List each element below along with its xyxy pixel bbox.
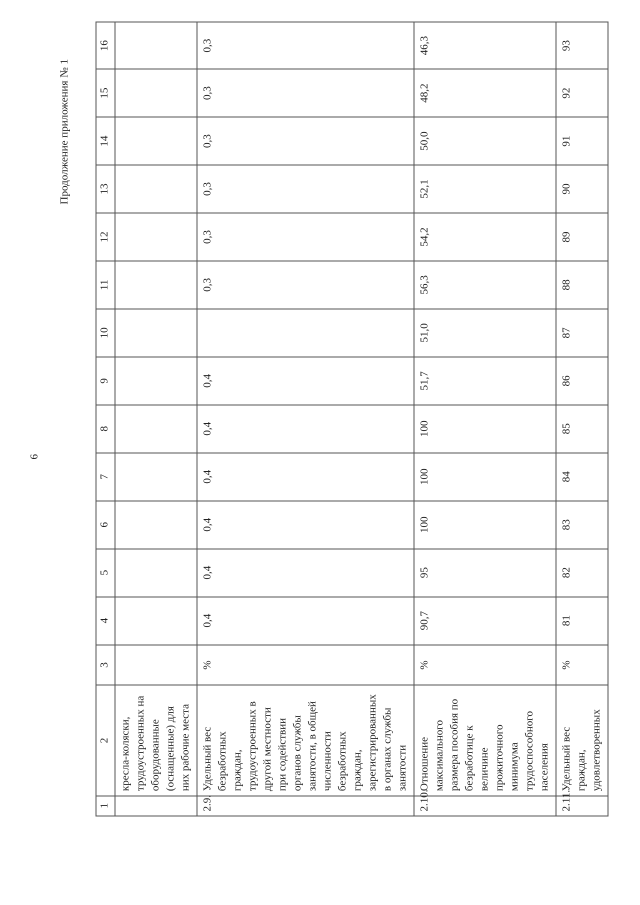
value-cell — [115, 501, 197, 549]
value-cell — [115, 357, 197, 405]
value-cell: 82 — [556, 549, 608, 597]
row-number: 2.10. — [414, 796, 556, 816]
value-cell: 89 — [556, 213, 608, 261]
value-cell: 0,3 — [197, 213, 414, 261]
row-number — [115, 796, 197, 816]
value-cell: 81 — [556, 597, 608, 645]
header-cell: 3 — [96, 645, 115, 686]
header-cell: 7 — [96, 453, 115, 501]
table-header-row — [96, 22, 115, 816]
table-row — [115, 22, 197, 816]
indicator-name: Отношение максимального размера пособия по безработице к величине прожиточного минимума трудоспособного населения — [414, 685, 556, 795]
value-cell — [115, 309, 197, 357]
unit-cell — [115, 645, 197, 686]
value-cell: 0,3 — [197, 117, 414, 165]
indicator-name: кресла-коляски, трудоустроенных на оборудованные (оснащенные) для них рабочие места — [115, 685, 197, 795]
value-cell: 0,3 — [197, 69, 414, 117]
value-cell: 54,2 — [414, 213, 556, 261]
value-cell: 100 — [414, 405, 556, 453]
value-cell: 52,1 — [414, 165, 556, 213]
value-cell — [115, 549, 197, 597]
header-cell: 10 — [96, 309, 115, 357]
value-cell — [197, 309, 414, 357]
unit-cell: % — [414, 645, 556, 686]
unit-cell: % — [197, 645, 414, 686]
value-cell — [115, 405, 197, 453]
value-cell: 0,4 — [197, 453, 414, 501]
header-cell: 4 — [96, 597, 115, 645]
value-cell: 0,3 — [197, 22, 414, 69]
table-row — [414, 22, 556, 816]
indicator-name: Удельный вес граждан, удовлетворенных — [556, 685, 608, 795]
header-cell: 8 — [96, 405, 115, 453]
value-cell — [115, 69, 197, 117]
value-cell: 56,3 — [414, 261, 556, 309]
indicator-name: Удельный вес безработных граждан, трудоустроенных в другой местности при содействии органов службы занятости, в общей численности безработных граждан, зарегистрированных в органах службы занятости — [197, 685, 414, 795]
value-cell — [115, 261, 197, 309]
value-cell: 0,4 — [197, 405, 414, 453]
table-row — [556, 22, 608, 816]
header-cell: 2 — [96, 685, 115, 795]
value-cell: 48,2 — [414, 69, 556, 117]
value-cell — [115, 117, 197, 165]
value-cell: 83 — [556, 501, 608, 549]
value-cell: 100 — [414, 453, 556, 501]
value-cell: 90 — [556, 165, 608, 213]
table-row — [197, 22, 414, 816]
header-cell: 13 — [96, 165, 115, 213]
value-cell: 90,7 — [414, 597, 556, 645]
value-cell: 0,4 — [197, 597, 414, 645]
value-cell: 84 — [556, 453, 608, 501]
value-cell — [115, 453, 197, 501]
value-cell: 85 — [556, 405, 608, 453]
header-cell: 12 — [96, 213, 115, 261]
header-cell: 9 — [96, 357, 115, 405]
row-number: 2.11. — [556, 796, 608, 816]
header-cell: 14 — [96, 117, 115, 165]
value-cell: 92 — [556, 69, 608, 117]
header-cell: 6 — [96, 501, 115, 549]
value-cell: 50,0 — [414, 117, 556, 165]
value-cell: 51,0 — [414, 309, 556, 357]
value-cell: 51,7 — [414, 357, 556, 405]
page-number: 6 — [28, 454, 40, 460]
row-number: 2.9. — [197, 796, 414, 816]
value-cell: 0,3 — [197, 165, 414, 213]
value-cell: 0,4 — [197, 501, 414, 549]
value-cell: 0,3 — [197, 261, 414, 309]
value-cell — [115, 22, 197, 69]
value-cell: 93 — [556, 22, 608, 69]
header-cell: 5 — [96, 549, 115, 597]
value-cell: 0,4 — [197, 357, 414, 405]
value-cell — [115, 165, 197, 213]
value-cell: 95 — [414, 549, 556, 597]
value-cell: 0,4 — [197, 549, 414, 597]
value-cell: 88 — [556, 261, 608, 309]
header-cell: 16 — [96, 22, 115, 69]
value-cell — [115, 213, 197, 261]
value-cell: 46,3 — [414, 22, 556, 69]
value-cell: 91 — [556, 117, 608, 165]
value-cell: 86 — [556, 357, 608, 405]
continuation-label: Продолжение приложения № 1 — [58, 59, 70, 205]
value-cell: 87 — [556, 309, 608, 357]
header-cell: 15 — [96, 69, 115, 117]
header-cell: 1 — [96, 796, 115, 816]
indicators-table — [95, 22, 608, 817]
header-cell: 11 — [96, 261, 115, 309]
unit-cell: % — [556, 645, 608, 686]
value-cell: 100 — [414, 501, 556, 549]
value-cell — [115, 597, 197, 645]
